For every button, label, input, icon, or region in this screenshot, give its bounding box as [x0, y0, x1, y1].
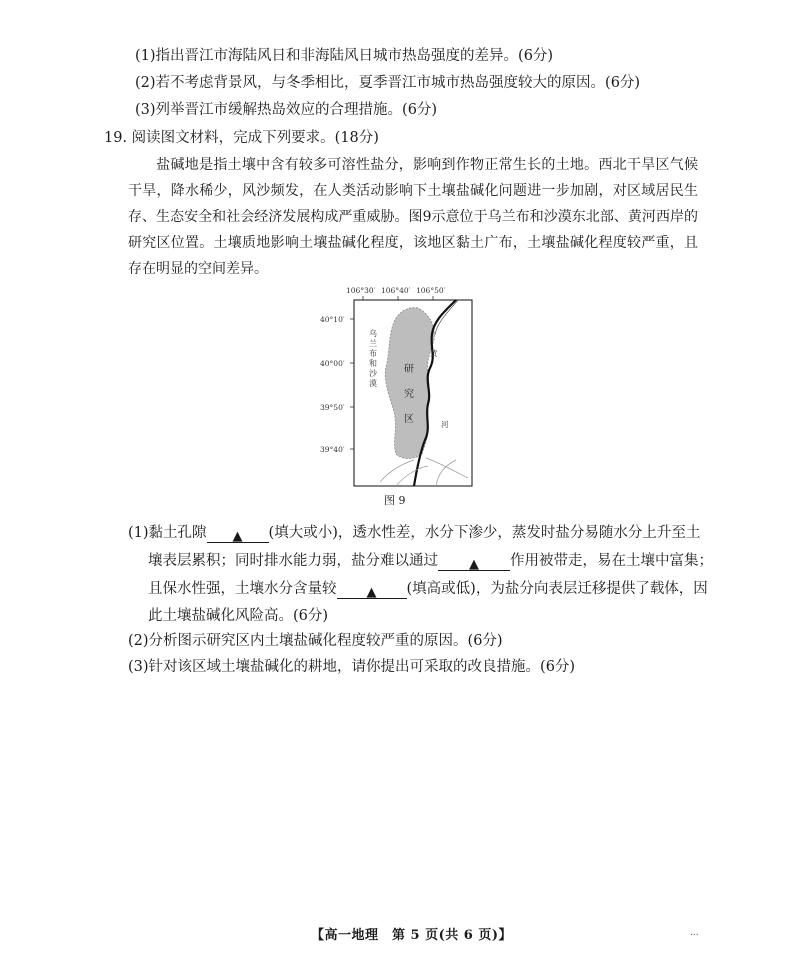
desert-char-5: 沙: [369, 369, 377, 378]
q19-sub1-text-b: (填大或小)，透水性差，水分下渗少，蒸发时盐分易随水分上升至土: [268, 525, 701, 541]
lat-label-2: 40°00′: [320, 359, 345, 368]
q19-sub3: (3)针对该区域土壤盐碱化的耕地，请你提出可采取的改良措施。(6分): [128, 659, 576, 675]
page-footer: 【高一地理 第 5 页(共 6 页)】: [311, 928, 512, 943]
blank-marker: ▲: [469, 557, 479, 572]
lat-label-4: 39°40′: [320, 445, 345, 454]
q19-sub1-text-e: 且保水性强，土壤水分含量较: [148, 581, 337, 597]
answer-blank-2[interactable]: [438, 554, 510, 571]
desert-char-3: 布: [369, 349, 377, 358]
desert-char-4: 和: [369, 359, 377, 368]
region-char-2: 究: [404, 389, 414, 400]
answer-blank-1[interactable]: [207, 526, 269, 543]
q19-paragraph: [128, 152, 698, 282]
figure-9-map: [318, 282, 493, 502]
q19-sub1-line1: [128, 523, 700, 543]
q19-paragraph-text: 盐碱地是指土壤中含有较多可溶性盐分，影响到作物正常生长的土地。西北干旱区气候干旱，降水稀少，风沙频发，在人类活动影响下土壤盐碱化问题进一步加剧，对区域居民生存、生态安全和社会经济发展构成严重威胁。图9示意位于乌兰布和沙漠东北部、黄河西岸的研究区位置。土壤质地影响土壤盐碱化程度，该地区黏土广布，土壤盐碱化程度较严重，且存在明显的空间差异。: [128, 157, 698, 277]
q18-sub1: (1)指出晋江市海陆风日和非海陆风日城市热岛强度的差异。(6分): [135, 48, 554, 64]
answer-blank-3[interactable]: [337, 582, 407, 599]
channels: [380, 458, 468, 486]
q19-sub1-text-f: (填高或低)，为盐分向表层迁移提供了载体，因: [406, 581, 708, 597]
blank-marker: ▲: [232, 529, 243, 544]
region-char-1: 研: [404, 364, 414, 375]
q19-sub1-line4: 此土壤盐碱化风险高。(6分): [148, 608, 329, 624]
q18-sub3: (3)列举晋江市缓解热岛效应的合理措施。(6分): [135, 102, 438, 118]
lon-label-1: 106°30′: [346, 286, 376, 295]
corner-mark: ...: [690, 928, 699, 938]
lat-label-3: 39°50′: [320, 403, 345, 412]
river-char-1: 黄: [430, 349, 438, 358]
q19-sub1-text-c: 壤表层累积；同时排水能力弱，盐分难以通过: [148, 553, 438, 569]
desert-char-6: 漠: [369, 379, 377, 388]
q19-sub2: (2)分析图示研究区内土壤盐碱化程度较严重的原因。(6分): [128, 633, 503, 649]
q19-sub1-line2: [148, 551, 713, 571]
lon-label-3: 106°50′: [416, 286, 446, 295]
blank-marker: ▲: [366, 585, 377, 600]
desert-char-1: 乌: [369, 329, 377, 338]
lat-label-1: 40°10′: [320, 315, 345, 324]
lon-label-2: 106°40′: [381, 286, 411, 295]
desert-char-2: 兰: [369, 339, 377, 348]
figure-caption: 图 9: [384, 494, 406, 507]
region-char-3: 区: [404, 414, 414, 425]
q18-sub2: (2)若不考虑背景风，与冬季相比，夏季晋江市城市热岛强度较大的原因。(6分): [135, 75, 641, 91]
q19-sub1-text-d: 作用被带走，易在土壤中富集；: [510, 553, 713, 569]
q19-sub1-line3: [148, 579, 708, 599]
q19-sub1-text-a: (1)黏土孔隙: [128, 525, 207, 541]
river-char-2: 河: [441, 420, 449, 429]
q19-heading: 19. 阅读图文材料，完成下列要求。(18分): [104, 130, 379, 146]
